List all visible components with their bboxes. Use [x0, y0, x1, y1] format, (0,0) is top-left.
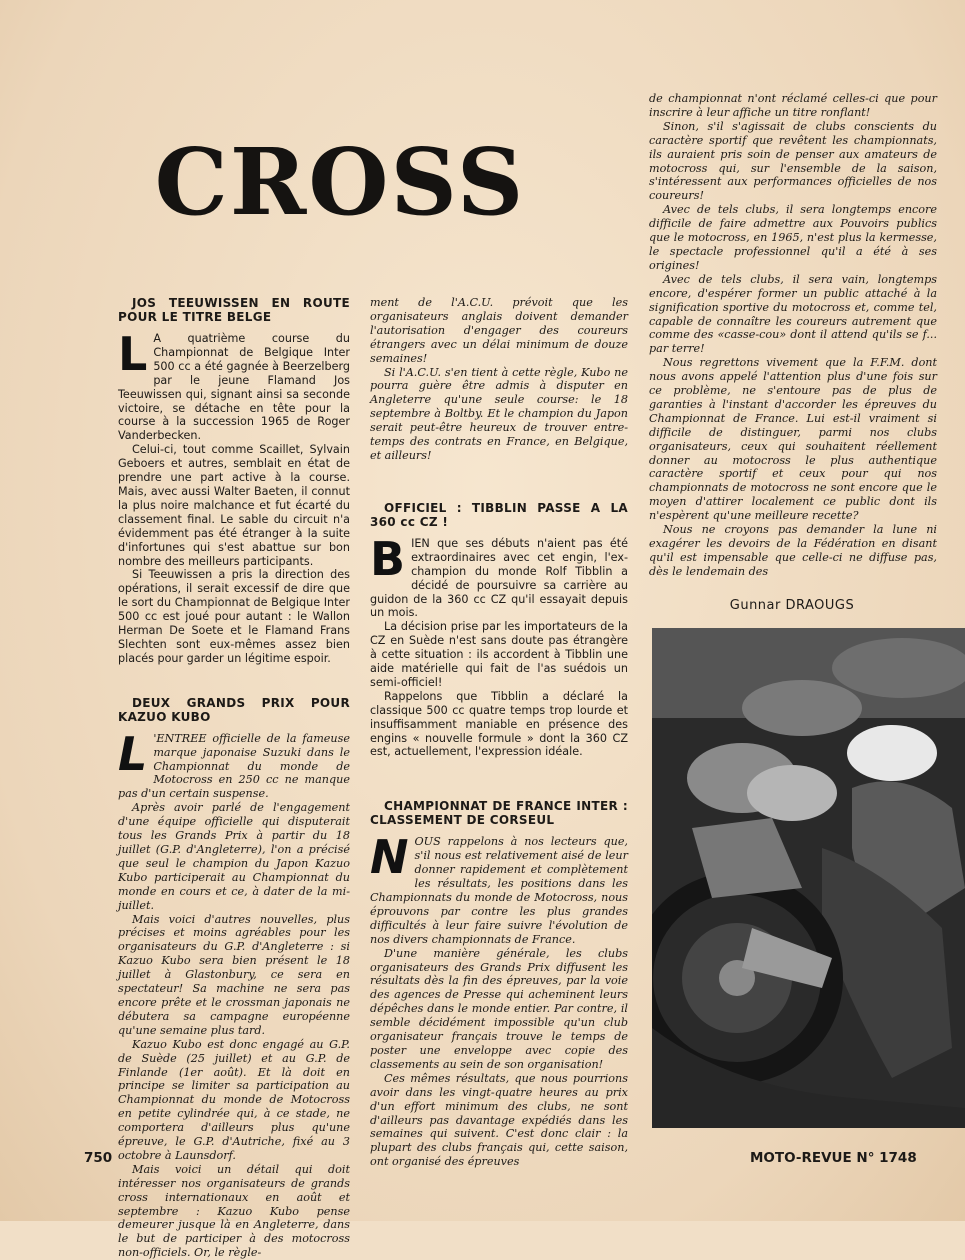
dropcap: N [370, 830, 409, 885]
paragraph: Rappelons que Tibblin a déclaré la classique 500 cc quatre temps trop lourde et insuffisamment maniable en présence des engins « nouvelle formule » dont la 360 CZ est, actuellement, l'expression idéale. [370, 689, 628, 759]
paragraph: Sinon, s'il s'agissait de clubs conscients du caractère sportif que revêtent les championnats, ils auraient pris soin de penser aux amateurs de motocross qui, sur l'ensemble de la saison, s'intéressent aux performances officielles de nos coureurs! [649, 119, 937, 203]
paragraph: ment de l'A.C.U. prévoit que les organisateurs anglais doivent demander l'autorisation d'engager des coureurs étrangers avec un délai minimum de douze semaines! [370, 296, 628, 365]
photo-caption: Gunnar DRAOUGS [729, 598, 855, 613]
paragraph: Mais voici d'autres nouvelles, plus précises et moins agréables pour les organisateurs du G.P. d'Angleterre : si Kazuo Kubo sera bien présent le 18 juillet à Glastonbury, ce sera en spectateur! Sa machine ne sera pas encore prête et le crossman japonais ne débutera sa campagne européenne qu'une semaine plus tard. [118, 912, 350, 1037]
paragraph: Mais voici un détail qui doit intéresser nos organisateurs de grands cross internationaux en août et septembre : Kazuo Kubo pense demeurer jusque là en Angleterre, dans le but de participer à des motocross non-officiels. Or, le règle- [118, 1162, 350, 1260]
column-2 [370, 296, 628, 1169]
column-3 [649, 92, 937, 579]
paragraph: IEN que ses débuts n'aient pas été extraordinaires avec cet engin, l'ex-champion du monde Rolf Tibblin a décidé de poursuivre sa carrière au guidon de la 360 cc CZ qu'il essayait depuis un mois. [370, 536, 628, 620]
paragraph: Avec de tels clubs, il sera vain, longtemps encore, d'espérer former un public attaché à la signification sportive du motocross et, comme tel, capable de connaître les coureurs autrement que comme des «casse-cou» dont il attend qu'ils se f... par terre! [649, 272, 937, 356]
motocross-photo [652, 628, 965, 1128]
paragraph: Ces mêmes résultats, que nous pourrions avoir dans les vingt-quatre heures au prix d'un effort minimum des clubs, ne sont d'ailleurs pas davantage expédiés dans les semaines qui suivent. C'est donc clair : la plupart des clubs français qui, cette saison, ont organisé des épreuves [370, 1071, 628, 1169]
page-number: 750 [84, 1150, 113, 1166]
paragraph: Après avoir parlé de l'engagement d'une équipe officielle qui disputerait tous les Grands Prix à partir du 18 juillet (G.P. d'Angleterre), l'on a précisé que seul le champion du Japon Kazuo Kubo participerait au Championnat du monde en cours et ce, à dater de la mi-juillet. [118, 801, 350, 912]
paragraph: OUS rappelons à nos lecteurs que, s'il nous est relativement aisé de leur donner rapidement et complètement les résultats, les positions dans les Championnats du monde de Motocross, nous éprouvons par contre les plus grandes difficultés à leur faire suivre l'évolution de nos divers championnats de France. [370, 835, 628, 946]
rider-illustration [652, 628, 965, 1128]
paragraph: Si l'A.C.U. s'en tient à cette règle, Kubo ne pourra guère être admis à disputer en Angleterre qu'une seule course: le 18 septembre à Boltby. Et le champion du Japon serait peut-être heureux de trouver entre-temps des contrats en France, en Belgique, et ailleurs! [370, 365, 628, 462]
dropcap: B [370, 531, 406, 586]
paragraph: Kazuo Kubo est donc engagé au G.P. de Suède (25 juillet) et au G.P. de Finlande (1er août). Et là doit en principe se limiter sa participation au Championnat du monde de Motocross en petite cylindrée qui, à ce stade, ne comportera d'ailleurs plus qu'une épreuve, le G.P. d'Autriche, fixé au 3 octobre à Launsdorf. [118, 1037, 350, 1162]
headline-kubo: DEUX GRANDS PRIX POUR KAZUO KUBO [118, 695, 350, 724]
column-1 [118, 296, 350, 1260]
paragraph: Nous ne croyons pas demander la lune ni exagérer les devoirs de la Fédération en disant qu'il est impensable que celle-ci ne diffuse pas, dès le lendemain des [649, 523, 937, 578]
magazine-issue: MOTO-REVUE N° 1748 [750, 1150, 917, 1166]
paragraph: D'une manière générale, les clubs organisateurs des Grands Prix diffusent les résultats dès la fin des épreuves, par la voie des agences de Presse qui acheminent leurs dépêches dans le monde entier. Par contre, il semble décidément impossible qu'un club organisateur français trouve le temps de poster une enveloppe avec copie des classements au sein de son organisation! [370, 946, 628, 1071]
paragraph: La décision prise par les importateurs de la CZ en Suède n'est sans doute pas étrangère à cette situation : ils accordent à Tibblin une aide matérielle qui fait de l'as suédois un semi-officiel! [370, 620, 628, 689]
cross-logo: CROSS [154, 128, 526, 236]
dropcap: L [118, 327, 148, 381]
headline-teeuwissen: JOS TEEUWISSEN EN ROUTE POUR LE TITRE BELGE [118, 296, 350, 324]
paragraph: Celui-ci, tout comme Scaillet, Sylvain Geboers et autres, semblait en état de prendre une part active à la course. Mais, avec aussi Walter Baeten, il connut la plus noire malchance et fut écarté du classement final. Le sable du circuit n'a évidemment pas été étranger à la suite d'infortunes qui s'est abattue sur bon nombre des meilleurs participants. [118, 443, 350, 568]
paragraph: Nous regrettons vivement que la F.F.M. dont nous avons appelé l'attention plus d'une fois sur ce problème, ne s'entoure pas de plus de garanties à l'instant d'accorder les épreuves du Championnat de France. Lui est-il vraiment si difficile de distinguer, parmi nos clubs organisateurs, ceux qui souhaitent réellement donner au motocross le plus authentique caractère sportif et ceux pour qui nos championnats de motocross ne sont encore que le moyen d'attirer localement ce public dont ils n'espèrent qu'une meilleure recette? [649, 356, 937, 523]
headline-tibblin: OFFICIEL : TIBBLIN PASSE A LA 360 cc CZ ! [370, 500, 628, 529]
paragraph: Avec de tels clubs, il sera longtemps encore difficile de faire admettre aux Pouvoirs publics que le motocross, en 1965, n'est plus la kermesse, le spectacle professionnel qu'il a été à ses origines! [649, 203, 937, 272]
paragraph: A quatrième course du Championnat de Belgique Inter 500 cc a été gagnée à Beerzelberg par le jeune Flamand Jos Teeuwissen qui, signant ainsi sa seconde victoire, se détache en tête pour la course à la succession 1965 de Roger Vanderbecken. [118, 332, 350, 443]
dropcap: L [118, 726, 148, 781]
paragraph: 'ENTREE officielle de la fameuse marque japonaise Suzuki dans le Championnat du monde de Motocross en 250 cc ne manque pas d'un certain suspense. [118, 731, 350, 801]
headline-corseul: CHAMPIONNAT DE FRANCE INTER : CLASSEMENT DE CORSEUL [370, 799, 628, 828]
paragraph: Si Teeuwissen a pris la direction des opérations, il serait excessif de dire que le sort du Championnat de Belgique Inter 500 cc est joué pour autant : le Wallon Herman De Soete et le Flamand Frans Slechten sont eux-mêmes assez bien placés pour garder un légitime espoir. [118, 568, 350, 665]
paragraph: de championnat n'ont réclamé celles-ci que pour inscrire à leur affiche un titre ronflant! [649, 92, 937, 119]
